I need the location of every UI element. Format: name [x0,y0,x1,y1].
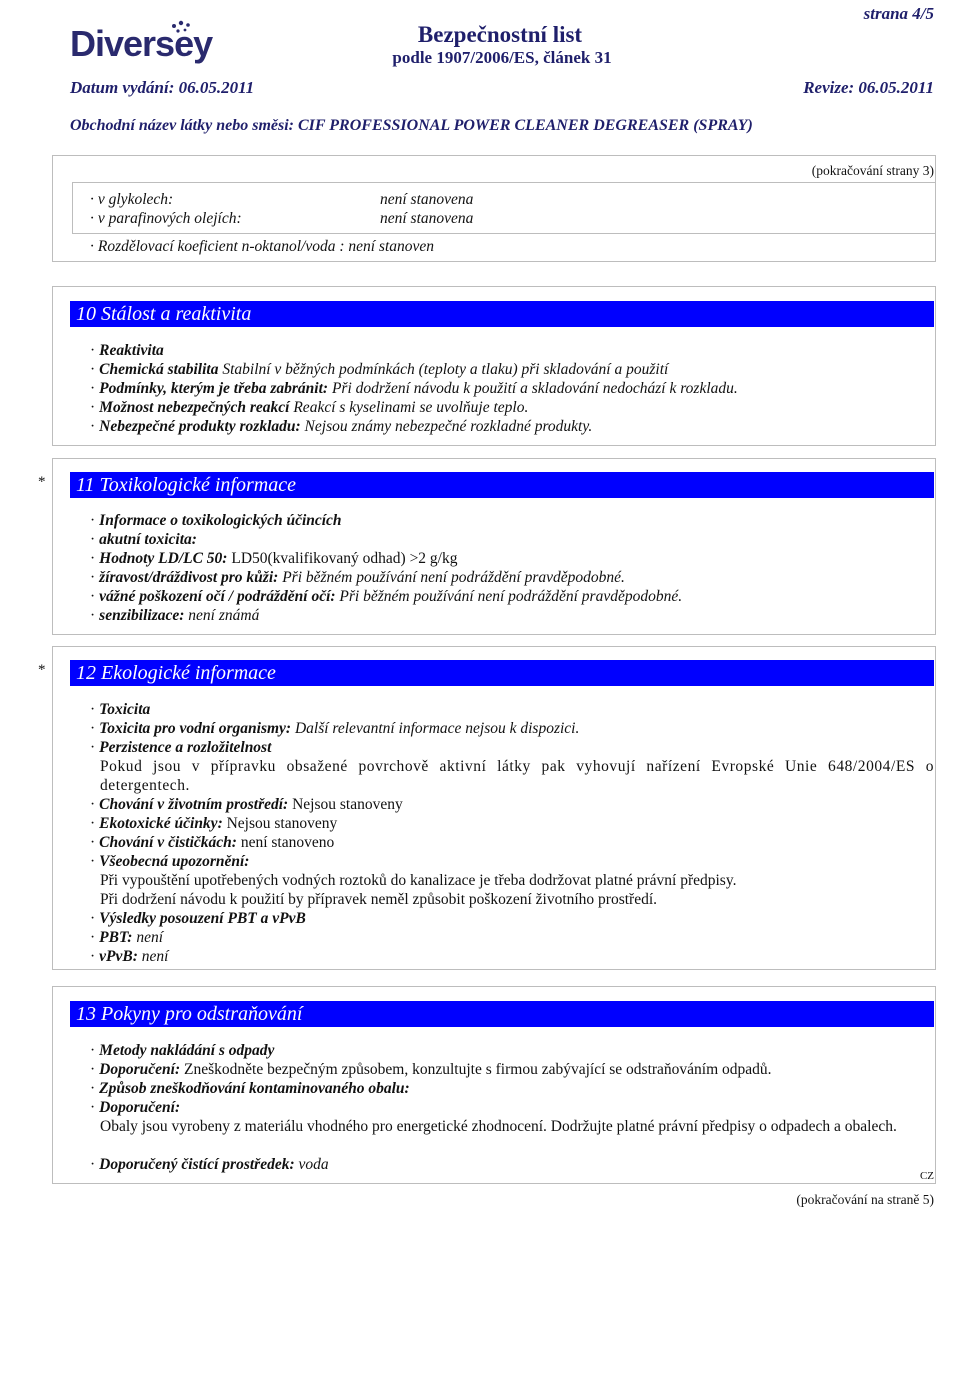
s11-toxicological-effects: · Informace o toxikologických účincích [90,511,342,530]
section-13-heading: 13 Pokyny pro odstraňování [70,1001,934,1027]
s10-chemical-stability: · Chemická stabilita Stabilní v běžných podmínkách (teploty a tlaku) při skladování a použití [90,360,668,379]
section-10-heading: 10 Stálost a reaktivita [70,301,934,327]
solubility-row-glycols: · v glykolech: [90,190,173,209]
s12-environmental-behaviour: · Chování v životním prostředí: Nejsou stanoveny [90,795,403,814]
s10-hazardous-reactions: · Možnost nebezpečných reakcí Reakcí s kyselinami se uvolňuje teplo. [90,398,528,417]
s10-decomposition-products: · Nebezpečné produkty rozkladu: Nejsou známy nebezpečné rozkladné produkty. [90,417,592,436]
s12-ecotoxic-effects: · Ekotoxické účinky: Nejsou stanoveny [90,814,337,833]
s12-toxicity: · Toxicita [90,700,150,719]
section-11-heading: 11 Toxikologické informace [70,472,934,498]
brand-name: Diversey [70,23,213,64]
s12-aquatic-toxicity: · Toxicita pro vodní organismy: Další relevantní informace nejsou k dispozici. [90,719,579,738]
s13-methods: · Metody nakládání s odpady [90,1041,274,1060]
continued-from: (pokračování strany 3) [811,163,934,178]
regulation: podle 1907/2006/ES, článek 31 [392,48,612,67]
page-number: strana 4/5 [863,4,934,23]
s12-persistence: · Perzistence a rozložitelnost [90,738,271,757]
continued-on: (pokračování na straně 5) [796,1192,934,1207]
solubility-row-paraffin: · v parafinových olejích: [90,209,242,228]
s12-general-note-1: Při vypouštění upotřebených vodných roztoků do kanalizace je třeba dodržovat platné právní předpisy. [100,872,737,889]
s12-general-notes: · Všeobecná upozornění: [90,852,249,871]
s11-skin-corrosion: · žíravost/dráždivost pro kůži: Při běžném používání není podráždění pravděpodobné. [90,568,625,587]
section-12-heading: 12 Ekologické informace [70,660,934,686]
section-12-change-marker: * [38,662,46,678]
s11-eye-damage: · vážné poškození očí / podráždění očí: Při běžném používání není podráždění pravděpodobné. [90,587,682,606]
solubility-value-paraffin: není stanovena [380,210,474,227]
s11-ld-lc50: · Hodnoty LD/LC 50: LD50(kvalifikovaný odhad) >2 g/kg [90,549,458,568]
s12-vpvb: · vPvB: není [90,947,168,966]
language-code: CZ [919,1170,934,1182]
s12-pbt-results: · Výsledky posouzení PBT a vPvB [90,909,306,928]
s13-recommendation-1: · Doporučení: Zneškodněte bezpečným způsobem, konzultujte s firmou zabývající se odstraňováním odpadů. [90,1060,772,1079]
s10-conditions-to-avoid: · Podmínky, kterým je třeba zabránit: Při dodržení návodu k použití a skladování nedochází k rozkladu. [90,379,738,398]
s12-pbt: · PBT: není [90,928,163,947]
product-name: Obchodní název látky nebo směsi: CIF PROFESSIONAL POWER CLEANER DEGREASER (SPRAY) [70,117,753,134]
s12-sewage-treatment: · Chování v čističkách: není stanoveno [90,833,334,852]
revision-date: Revize: 06.05.2011 [803,78,934,97]
solubility-value-glycols: není stanovena [380,191,474,208]
document-title: Bezpečnostní list [417,22,583,47]
issue-date: Datum vydání: 06.05.2011 [70,78,255,97]
s12-general-note-2: Při dodržení návodu k použití by přípravek neměl způsobit poškození životního prostředí. [100,891,658,908]
s10-reactivity: · Reaktivita [90,341,164,360]
s12-persistence-text: Pokud jsou v přípravku obsažené povrchově aktivní látky pak vyhovují nařízení Evropské Unie 648/2004/ES o detergentech. [100,758,934,794]
s11-sensitization: · senzibilizace: není známá [90,606,259,625]
s13-recommended-cleaner: · Doporučený čistící prostředek: voda [90,1155,329,1174]
s13-recommendation-2-text: Obaly jsou vyrobeny z materiálu vhodného pro energetické zhodnocení. Dodržujte platné právní předpisy o odpadech a obalech. [100,1118,897,1135]
partition-coefficient: · Rozdělovací koeficient n-oktanol/voda : není stanoven [90,237,434,256]
s11-acute-toxicity: · akutní toxicita: [90,530,197,549]
s13-packaging: · Způsob zneškodňování kontaminovaného obalu: [90,1079,410,1098]
s13-recommendation-2: · Doporučení: [90,1098,180,1117]
section-11-change-marker: * [38,474,46,490]
